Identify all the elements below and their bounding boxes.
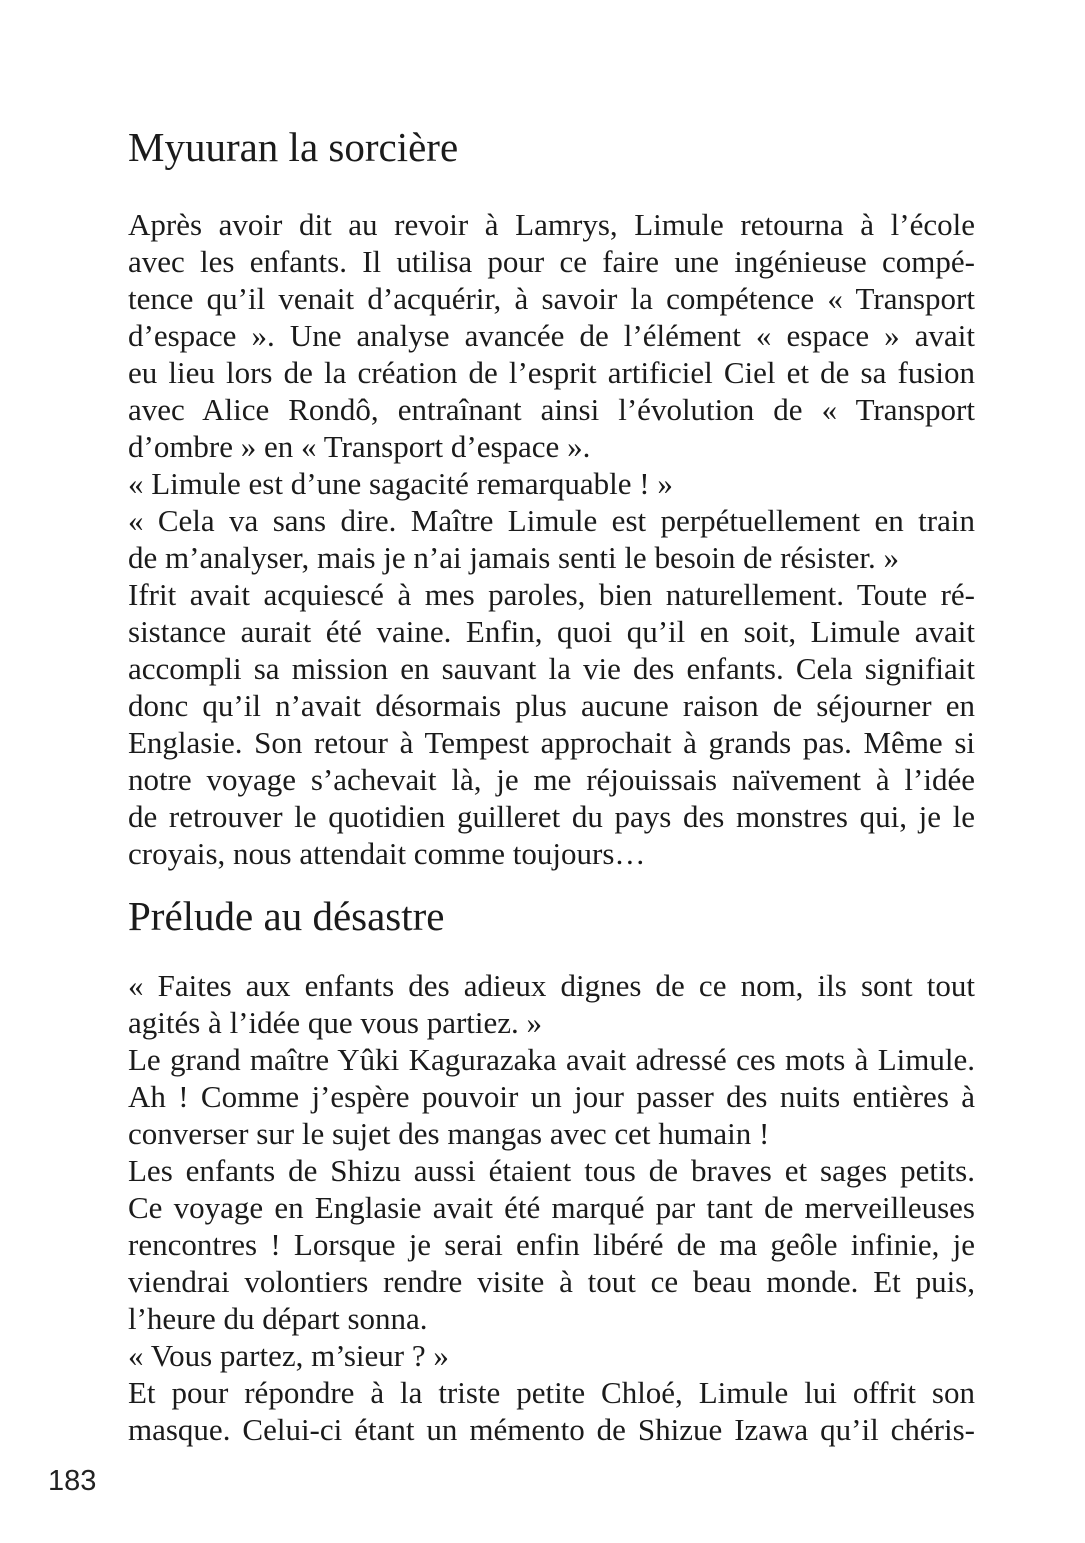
- chapter-heading-prelude: Prélude au désastre: [128, 893, 445, 939]
- chapter-heading-myuuran: Myuuran la sorcière: [128, 124, 459, 170]
- text-line: viendrai volontiers rendre visite à tout ce beau monde. Et puis,: [128, 1264, 975, 1299]
- text-line: Après avoir dit au revoir à Lamrys, Limule retourna à l’école: [128, 207, 975, 242]
- text-line: l’heure du départ sonna.: [128, 1301, 428, 1336]
- text-line: rencontres ! Lorsque je serai enfin libéré de ma geôle infinie, je: [128, 1227, 975, 1262]
- body-block-2: [128, 967, 975, 1448]
- text-line: tence qu’il venait d’acquérir, à savoir la compétence « Transport: [128, 281, 975, 316]
- text-line: de m’analyser, mais je n’ai jamais senti le besoin de résister. »: [128, 540, 899, 575]
- page-number: 183: [48, 1465, 97, 1497]
- text-line: converser sur le sujet des mangas avec cet humain !: [128, 1116, 770, 1151]
- text-line: d’ombre » en « Transport d’espace ».: [128, 429, 591, 464]
- text-line: Ce voyage en Englasie avait été marqué par tant de merveilleuses: [128, 1190, 975, 1225]
- page-content: [128, 0, 975, 1448]
- text-line: masque. Celui-ci étant un mémento de Shizue Izawa qu’il chéris-: [128, 1412, 975, 1447]
- text-line: croyais, nous attendait comme toujours…: [128, 836, 646, 871]
- text-line: notre voyage s’achevait là, je me réjouissais naïvement à l’idée: [128, 762, 975, 797]
- text-line: sistance aurait été vaine. Enfin, quoi qu’il en soit, Limule avait: [128, 614, 975, 649]
- text-line: d’espace ». Une analyse avancée de l’élément « espace » avait: [128, 318, 975, 353]
- text-line: accompli sa mission en sauvant la vie des enfants. Cela signifiait: [128, 651, 975, 686]
- text-line: de retrouver le quotidien guilleret du pays des monstres qui, je le: [128, 799, 975, 834]
- text-line: Ifrit avait acquiescé à mes paroles, bien naturellement. Toute ré-: [128, 577, 975, 612]
- text-line: Et pour répondre à la triste petite Chloé, Limule lui offrit son: [128, 1375, 975, 1410]
- text-line: Ah ! Comme j’espère pouvoir un jour passer des nuits entières à: [128, 1079, 975, 1114]
- text-line: Le grand maître Yûki Kagurazaka avait adressé ces mots à Limule.: [128, 1042, 975, 1077]
- text-line: Englasie. Son retour à Tempest approchait à grands pas. Même si: [128, 725, 975, 760]
- text-line: eu lieu lors de la création de l’esprit artificiel Ciel et de sa fusion: [128, 355, 975, 390]
- text-line: avec Alice Rondô, entraînant ainsi l’évolution de « Transport: [128, 392, 975, 427]
- text-line: Les enfants de Shizu aussi étaient tous de braves et sages petits.: [128, 1153, 975, 1188]
- text-line: « Vous partez, m’sieur ? »: [128, 1338, 449, 1373]
- text-line: avec les enfants. Il utilisa pour ce faire une ingénieuse compé-: [128, 244, 975, 279]
- text-line: « Cela va sans dire. Maître Limule est perpétuellement en train: [128, 503, 975, 538]
- text-line: « Limule est d’une sagacité remarquable ! »: [128, 466, 673, 501]
- text-line: « Faites aux enfants des adieux dignes de ce nom, ils sont tout: [128, 968, 975, 1003]
- text-line: agités à l’idée que vous partiez. »: [128, 1005, 543, 1040]
- body-block-1: [128, 206, 975, 872]
- text-line: donc qu’il n’avait désormais plus aucune raison de séjourner en: [128, 688, 975, 723]
